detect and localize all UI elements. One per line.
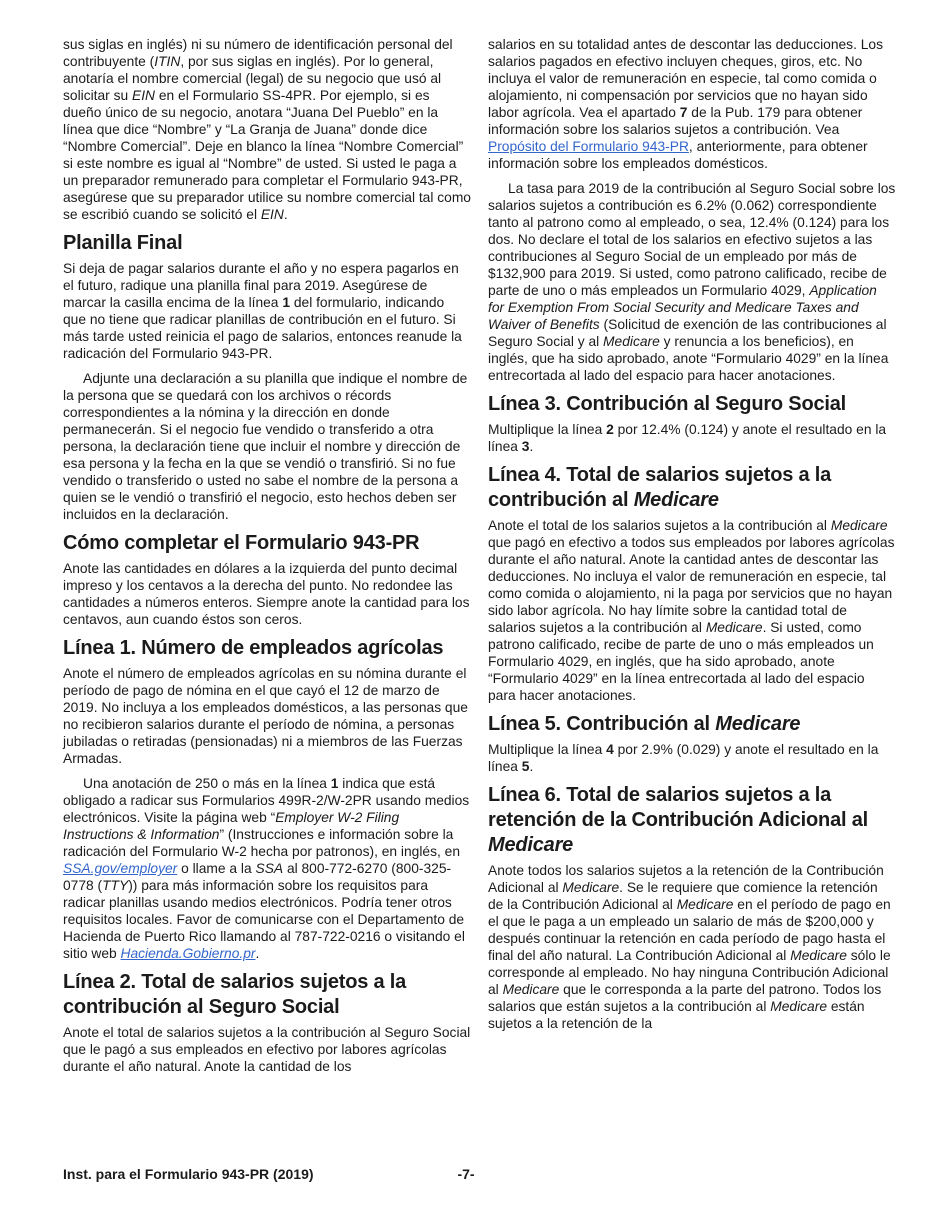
text-run: Línea 5. Contribución al [488, 713, 716, 735]
text-run: al 800-772-6270 (800-325-0778 ( [63, 861, 452, 893]
text-run: Medicare [488, 834, 574, 856]
heading-linea-6 [488, 783, 896, 858]
text-run: y renuncia a los beneficios), en inglés, que ha sido aprobado, anote “Formulario 4029” en la línea entrecortada al lado del espacio para hacer anotaciones. [488, 334, 889, 383]
text-run: . [529, 759, 534, 774]
link-proposito-del-formulario-943-pr[interactable]: Propósito del Formulario 943-PR [488, 139, 689, 154]
text-run: Medicare [502, 982, 560, 997]
text-run: La tasa para 2019 de la contribución al Seguro Social sobre los salarios sujetos a contribución es 6.2% (0.062) correspondiente tanto al patrono como al empleado, o sea, 12.4% (0.124) para los dos. No declare el total de los salarios en efectivo sujetos a las contribuciones al Seguro Social de un empleado por más de $132,900 para 2019. Si usted, como patrono calificado, recibe de parte de uno o más empleados un Formulario 4029, [488, 181, 896, 298]
text-run: Línea 4. Total de salarios sujetos a la contribución al [488, 464, 832, 511]
heading-linea-1 [63, 636, 471, 661]
paragraph [63, 36, 471, 223]
text-run: Línea 1. Número de empleados agrícolas [63, 637, 444, 659]
text-run: Línea 2. Total de salarios sujetos a la contribución al Seguro Social [63, 971, 407, 1018]
text-run: TTY [102, 878, 129, 893]
text-run: Medicare [633, 489, 719, 511]
text-run: que pagó en efectivo a todos sus empleados por labores agrícolas durante el año natural. Anote la cantidad antes de descontar las deducciones. No incluya el valor de remuneración en especie, tal como comida o alojamiento, ni la paga por servicios que no hayan sido labor agrícola. No hay límite sobre la cantidad total de salarios sujetos a la contribución al [488, 535, 895, 635]
paragraph [488, 36, 896, 172]
text-run: del formulario, indicando que no tiene que radicar planillas de contribución en el futuro. Si más tarde usted reinicia el pago de salarios, entonces reanude la radicación del Formulario 943-PR. [63, 295, 462, 361]
paragraph [488, 180, 896, 384]
text-run: Employer W-2 Filing Instructions & Information [63, 810, 400, 842]
text-run: 2 [606, 422, 614, 437]
text-run: Medicare [562, 880, 620, 895]
text-run: salarios en su totalidad antes de descontar las deducciones. Los salarios pagados en efectivo incluyen cheques, giros, etc. No incluya el valor de remuneración en especie, tal como comida o alojamiento, ni compensación por servicios que no hayan sido labor agrícola. Vea el apartado [488, 37, 883, 120]
text-run: indica que está obligado a radicar sus Formularios 499R-2/W-2PR usando medios electrónicos. Visite la página web “ [63, 776, 470, 825]
paragraph [63, 1024, 471, 1075]
text-run: Línea 6. Total de salarios sujetos a la retención de la Contribución Adicional al [488, 784, 868, 831]
text-run: de la Pub. 179 para obtener información sobre los salarios sujetos a contribución. Vea [488, 105, 863, 137]
paragraph [488, 862, 896, 1032]
text-run: Medicare [705, 620, 763, 635]
text-run: Cómo completar el Formulario 943-PR [63, 532, 420, 554]
paragraph [488, 741, 896, 775]
text-run: Medicare [715, 713, 801, 735]
column-left [63, 36, 471, 1083]
text-run: Multiplique la línea [488, 422, 607, 437]
text-run: Medicare [790, 948, 847, 963]
paragraph [488, 517, 896, 704]
paragraph [63, 665, 471, 767]
heading-linea-3 [488, 392, 896, 417]
text-run: Medicare [603, 334, 660, 349]
paragraph [63, 560, 471, 628]
link-ssa-gov-employer[interactable]: SSA.gov/employer [63, 861, 178, 876]
text-run: Una anotación de 250 o más en la línea [83, 776, 331, 791]
footer-page-number: -7- [457, 1166, 475, 1182]
text-run: Multiplique la línea [488, 742, 607, 757]
text-run: , por sus siglas en inglés). Por lo general, anotaría el nombre comercial (legal) de su negocio que usó al solicitar su [63, 54, 442, 103]
text-run: 3 [521, 439, 530, 454]
heading-planilla-final [63, 231, 471, 256]
text-run: que le corresponda a la parte del patrono. Todos los salarios que están sujetos a la contribución al [488, 982, 882, 1014]
heading-linea-2 [63, 970, 471, 1020]
footer-doc-title: Inst. para el Formulario 943-PR (2019) [63, 1166, 314, 1182]
text-run: EIN [260, 207, 284, 222]
text-run: 5 [521, 759, 530, 774]
column-right [488, 36, 896, 1083]
heading-linea-4 [488, 463, 896, 513]
text-run: Anote las cantidades en dólares a la izquierda del punto decimal impreso y los centavos a la derecha del punto. No redondee las cantidades a números enteros. Siempre anote la cantidad para los centavos, aun cuando éstos son ceros. [63, 561, 470, 627]
text-run: Medicare [830, 518, 888, 533]
link-hacienda-gobierno-pr[interactable]: Hacienda.Gobierno.pr [120, 946, 256, 961]
text-run: . Se le requiere que comience la retención de la Contribución Adicional al [488, 880, 878, 912]
text-run: 1 [330, 776, 339, 791]
text-run: ITIN [154, 54, 181, 69]
text-run: Anote todos los salarios sujetos a la retención de la Contribución Adicional al [488, 863, 884, 895]
text-run: por 12.4% (0.124) y anote el resultado en la línea [488, 422, 887, 454]
text-run: )) para más información sobre los requisitos para radicar planillas usando medios electrónicos. Podría tener otros requisitos locales. Favor de comunicarse con el Departamento de Hacienda de Puerto Rico llamando al 787-722-0216 o visitando el sitio web [63, 878, 465, 961]
text-run: SSA [255, 861, 284, 876]
text-run: por 2.9% (0.029) y anote el resultado en la línea [488, 742, 879, 774]
text-run: Application for Exemption From Social Security and Medicare Taxes and Waiver of Benefits [488, 283, 877, 332]
text-run: . [529, 439, 534, 454]
text-run: ” (Instrucciones e información sobre la radicación del Formulario W-2 hecha por patronos), en inglés, en [63, 827, 460, 859]
text-run: Anote el número de empleados agrícolas en su nómina durante el período de pago de nómina en el que cayó el 12 de marzo de 2019. No incluya a los empleados domésticos, a las personas que no recibieron salarios durante el período de nómina, a personas jubiladas o retiradas (pensionadas) ni a miembros de las Fuerzas Armadas. [63, 666, 468, 766]
text-run: . Si usted, como patrono calificado, recibe de parte de uno o más empleados un Formulario 4029, en inglés, que ha sido aprobado, anote “Formulario 4029” en la línea entrecortada al lado del espacio para hacer anotaciones. [488, 620, 874, 703]
text-run: . [283, 207, 288, 222]
text-run: o llame a la [177, 861, 256, 876]
text-run: EIN [132, 88, 156, 103]
text-run: , anteriormente, para obtener información sobre los empleados domésticos. [488, 139, 868, 171]
paragraph [63, 370, 471, 523]
text-run: 7 [679, 105, 688, 120]
text-run: Si deja de pagar salarios durante el año y no espera pagarlos en el futuro, radique una planilla final para 2019. Asegúrese de marcar la casilla encima de la línea [63, 261, 459, 310]
text-run: . [255, 946, 260, 961]
heading-como-completar-el-formulario-943-pr [63, 531, 471, 556]
text-run: Medicare [676, 897, 734, 912]
page-footer [63, 1166, 896, 1186]
text-run: Adjunte una declaración a su planilla que indique el nombre de la persona que se quedará con los archivos o récords correspondientes a la nómina y la dirección en donde permanecerán. Si el negocio fue vendido o transferido a otra persona, la declaración tiene que incluir el nombre y dirección de esa persona y la fecha en la que se vendió o transfirió. Si no fue vendido o transferido o usted no sabe el nombre de la persona a quien se le vendió o transfirió el negocio, esto hechos deben ser incluidos en la declaración. [63, 371, 468, 522]
text-run: Anote el total de los salarios sujetos a la contribución al [488, 518, 831, 533]
heading-linea-5 [488, 712, 896, 737]
text-run: (Solicitud de exención de las contribuciones al Seguro Social y al [488, 317, 887, 349]
text-run: Medicare [770, 999, 827, 1014]
two-column-text-layout [63, 36, 896, 1083]
text-run: Anote el total de salarios sujetos a la contribución al Seguro Social que le pagó a sus empleados en efectivo por labores agrícolas durante el año natural. Anote la cantidad de los [63, 1025, 471, 1074]
paragraph [63, 260, 471, 362]
text-run: sus siglas en inglés) ni su número de identificación personal del contribuyente ( [63, 37, 453, 69]
text-run: Planilla Final [63, 232, 183, 254]
text-run: 4 [606, 742, 614, 757]
text-run: sólo le corresponde al empleado. No hay ninguna Contribución Adicional al [488, 948, 891, 997]
text-run: 1 [282, 295, 291, 310]
paragraph [63, 775, 471, 962]
text-run: Línea 3. Contribución al Seguro Social [488, 393, 847, 415]
text-run: en el Formulario SS-4PR. Por ejemplo, si es dueño único de su negocio, anotara “Juana Del Pueblo” en la línea que dice “Nombre” y “La Granja de Juana” donde dice “Nombre Comercial”. Deje en blanco la línea “Nombre Comercial” si este nombre es igual al “Nombre” de usted. Si usted le paga a un preparador remunerado para completar el Formulario 943-PR, asegúrese que su preparador utilice su nombre comercial tal como se escribió cuando se solicitó el [63, 88, 471, 222]
text-run: en el período de pago en el que le paga a un empleado un salario de más de $200,000 y después continuar la retención en cada período de pago hasta el final del año natural. La Contribución Adicional al [488, 897, 891, 963]
paragraph [488, 421, 896, 455]
text-run: están sujetos a la retención de la [488, 999, 865, 1031]
